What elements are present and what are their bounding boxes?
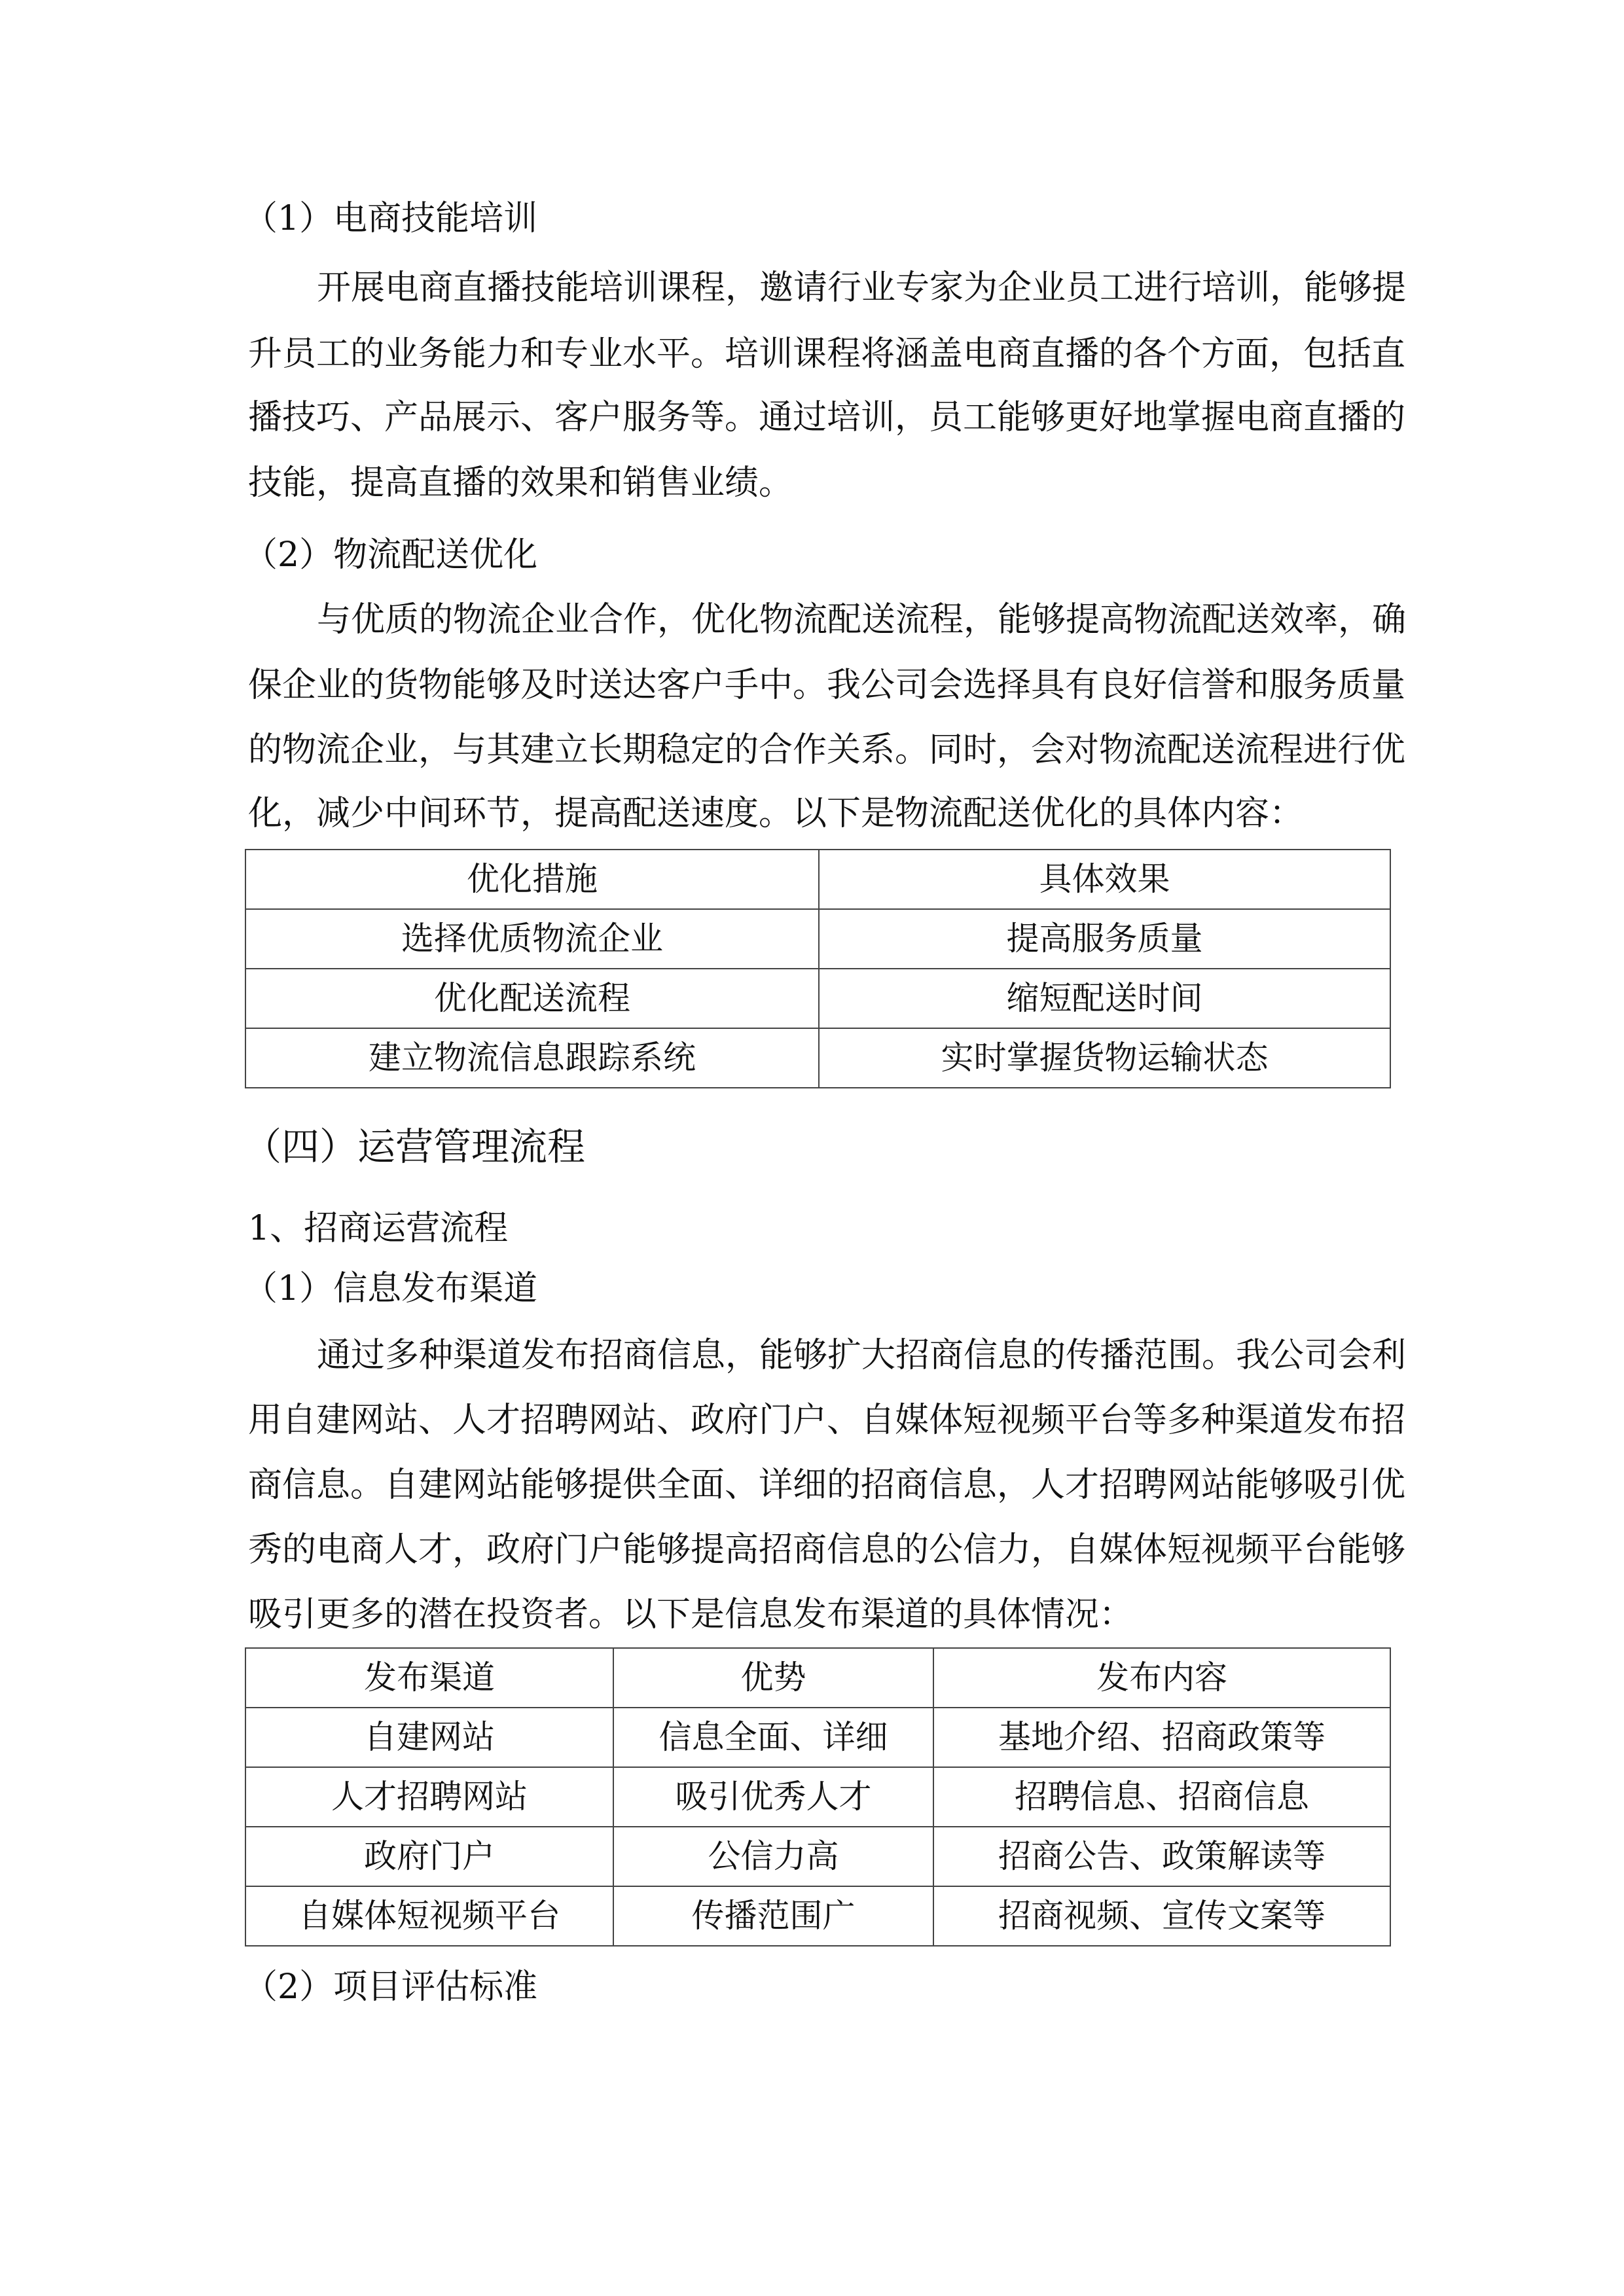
table-cell: 建立物流信息跟踪系统 bbox=[245, 1028, 819, 1088]
channels-paragraph-line: 通过多种渠道发布招商信息，能够扩大招商信息的传播范围。我公司会利 bbox=[317, 1336, 1407, 1375]
channels-paragraph-line: 商信息。自建网站能够提供全面、详细的招商信息，人才招聘网站能够吸引优 bbox=[248, 1465, 1406, 1505]
table-cell: 缩短配送时间 bbox=[819, 969, 1390, 1028]
table-row bbox=[245, 909, 1390, 969]
channels-paragraph-line: 秀的电商人才，政府门户能够提高招商信息的公信力，自媒体短视频平台能够 bbox=[248, 1530, 1406, 1570]
training-heading: （1）电商技能培训 bbox=[244, 199, 538, 238]
table-row bbox=[245, 1827, 1390, 1886]
table-cell: 选择优质物流企业 bbox=[245, 909, 819, 969]
table-row bbox=[245, 1767, 1390, 1827]
investment-heading: 1、招商运营流程 bbox=[248, 1209, 509, 1248]
table-cell: 公信力高 bbox=[613, 1827, 933, 1886]
table-cell: 招商视频、宣传文案等 bbox=[933, 1886, 1390, 1946]
logistics-paragraph-line: 的物流企业，与其建立长期稳定的合作关系。同时，会对物流配送流程进行优 bbox=[248, 730, 1406, 770]
training-paragraph-line: 升员工的业务能力和专业水平。培训课程将涵盖电商直播的各个方面，包括直 bbox=[248, 334, 1406, 374]
table-cell: 实时掌握货物运输状态 bbox=[819, 1028, 1390, 1088]
evaluation-heading: （2）项目评估标准 bbox=[244, 1967, 538, 2007]
table-header-cell: 优势 bbox=[613, 1648, 933, 1708]
table-cell: 提高服务质量 bbox=[819, 909, 1390, 969]
table-row bbox=[245, 969, 1390, 1028]
table-header-row bbox=[245, 1648, 1390, 1708]
logistics-paragraph-line: 化，减少中间环节，提高配送速度。以下是物流配送优化的具体内容： bbox=[248, 794, 1304, 833]
table-header-cell: 具体效果 bbox=[819, 850, 1390, 909]
table-cell: 信息全面、详细 bbox=[613, 1708, 933, 1767]
table-cell: 自建网站 bbox=[245, 1708, 613, 1767]
table-header-cell: 发布内容 bbox=[933, 1648, 1390, 1708]
logistics-paragraph-line: 与优质的物流企业合作，优化物流配送流程，能够提高物流配送效率，确 bbox=[317, 600, 1407, 639]
table-cell: 传播范围广 bbox=[613, 1886, 933, 1946]
table-row bbox=[245, 1708, 1390, 1767]
logistics-table bbox=[245, 849, 1391, 1088]
table-cell: 吸引优秀人才 bbox=[613, 1767, 933, 1827]
table-cell: 基地介绍、招商政策等 bbox=[933, 1708, 1390, 1767]
table-cell: 政府门户 bbox=[245, 1827, 613, 1886]
channels-paragraph-line: 用自建网站、人才招聘网站、政府门户、自媒体短视频平台等多种渠道发布招 bbox=[248, 1401, 1406, 1440]
ops-heading: （四）运营管理流程 bbox=[244, 1124, 586, 1169]
table-cell: 人才招聘网站 bbox=[245, 1767, 613, 1827]
training-paragraph-line: 开展电商直播技能培训课程，邀请行业专家为企业员工进行培训，能够提 bbox=[317, 268, 1407, 308]
table-header-cell: 发布渠道 bbox=[245, 1648, 613, 1708]
table-header-row bbox=[245, 850, 1390, 909]
table-row bbox=[245, 1028, 1390, 1088]
training-paragraph-line: 播技巧、产品展示、客户服务等。通过培训，员工能够更好地掌握电商直播的 bbox=[248, 398, 1406, 437]
table-cell: 招商公告、政策解读等 bbox=[933, 1827, 1390, 1886]
table-cell: 自媒体短视频平台 bbox=[245, 1886, 613, 1946]
channels-table bbox=[245, 1647, 1391, 1946]
table-cell: 优化配送流程 bbox=[245, 969, 819, 1028]
logistics-paragraph-line: 保企业的货物能够及时送达客户手中。我公司会选择具有良好信誉和服务质量 bbox=[248, 666, 1406, 705]
logistics-heading: （2）物流配送优化 bbox=[244, 535, 538, 575]
table-row bbox=[245, 1886, 1390, 1946]
channels-paragraph-line: 吸引更多的潜在投资者。以下是信息发布渠道的具体情况： bbox=[248, 1595, 1134, 1634]
table-cell: 招聘信息、招商信息 bbox=[933, 1767, 1390, 1827]
training-paragraph-line: 技能，提高直播的效果和销售业绩。 bbox=[248, 463, 793, 503]
channels-heading: （1）信息发布渠道 bbox=[244, 1269, 538, 1308]
table-header-cell: 优化措施 bbox=[245, 850, 819, 909]
